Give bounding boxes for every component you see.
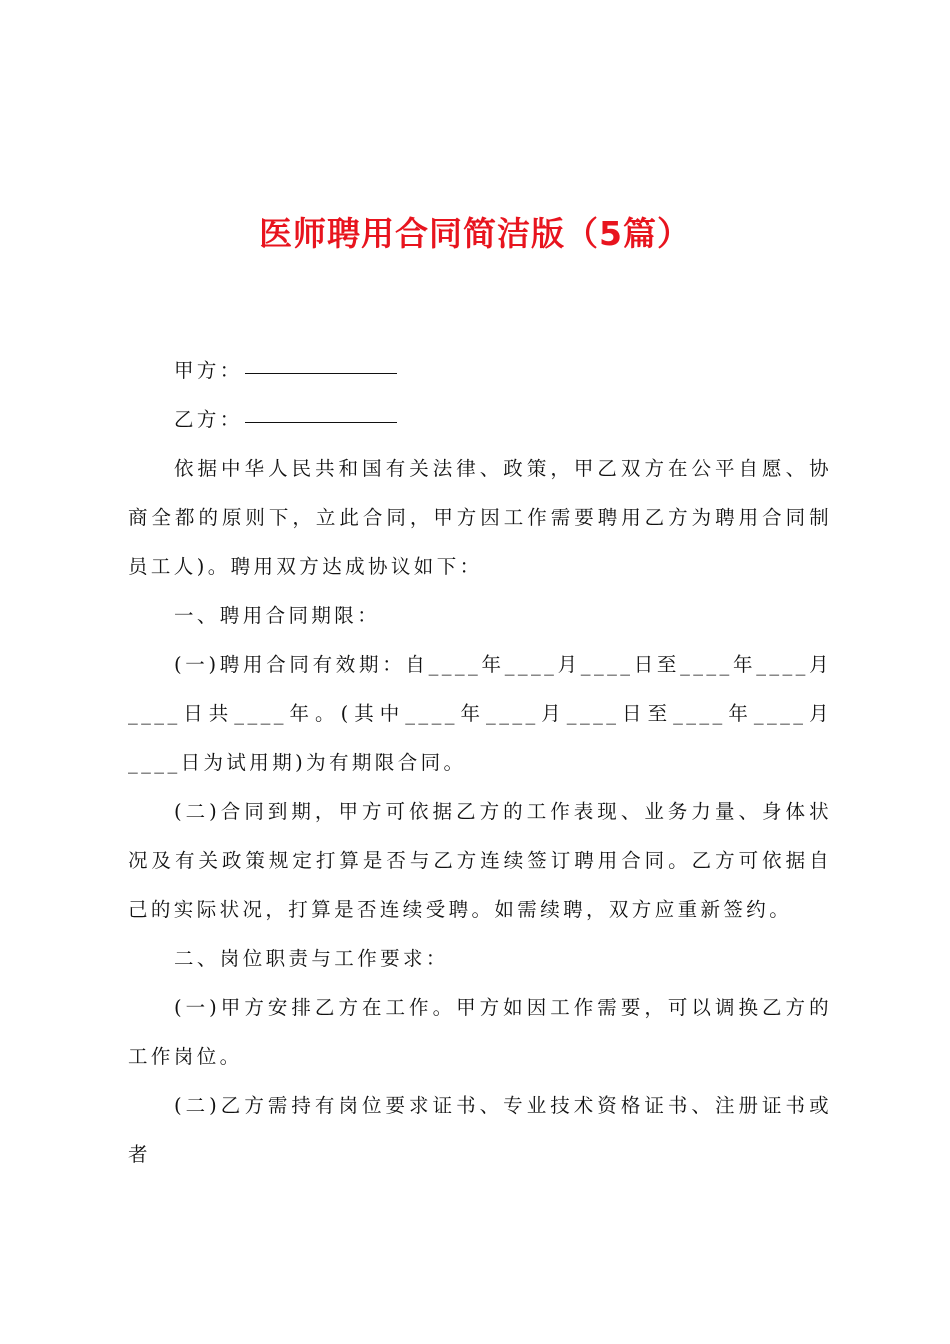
document-body — [128, 346, 832, 1179]
document-title: 医师聘用合同简洁版（5篇） — [259, 214, 691, 253]
paragraph-intro: 依据中华人民共和国有关法律、政策，甲乙双方在公平自愿、协商全都的原则下，立此合同，甲方因工作需要聘用乙方为聘用合同制员工人)。聘用双方达成协议如下： — [128, 457, 832, 578]
party-b-label: 乙方： — [174, 408, 243, 431]
paragraph-term-validity: (一)聘用合同有效期：自____年____月____日至____年____月____日共____年。(其中____年____月____日至____年____月____日为试用期)为有期限合同。 — [128, 653, 832, 774]
party-b-blank — [245, 421, 397, 423]
party-a-line — [128, 346, 832, 395]
party-a-label: 甲方： — [174, 359, 243, 382]
paragraph-duties-certificates: (二)乙方需持有岗位要求证书、专业技术资格证书、注册证书或者 — [128, 1094, 832, 1166]
paragraph-term-renewal: (二)合同到期，甲方可依据乙方的工作表现、业务力量、身体状况及有关政策规定打算是否与乙方连续签订聘用合同。乙方可依据自己的实际状况，打算是否连续受聘。如需续聘，双方应重新签约。 — [128, 800, 832, 921]
section-heading-term: 一、聘用合同期限： — [174, 604, 381, 627]
party-a-blank — [245, 372, 397, 374]
section-heading-duties: 二、岗位职责与工作要求： — [174, 947, 449, 970]
paragraph-duties-assignment: (一)甲方安排乙方在工作。甲方如因工作需要，可以调换乙方的工作岗位。 — [128, 996, 832, 1068]
party-b-line — [128, 395, 832, 444]
